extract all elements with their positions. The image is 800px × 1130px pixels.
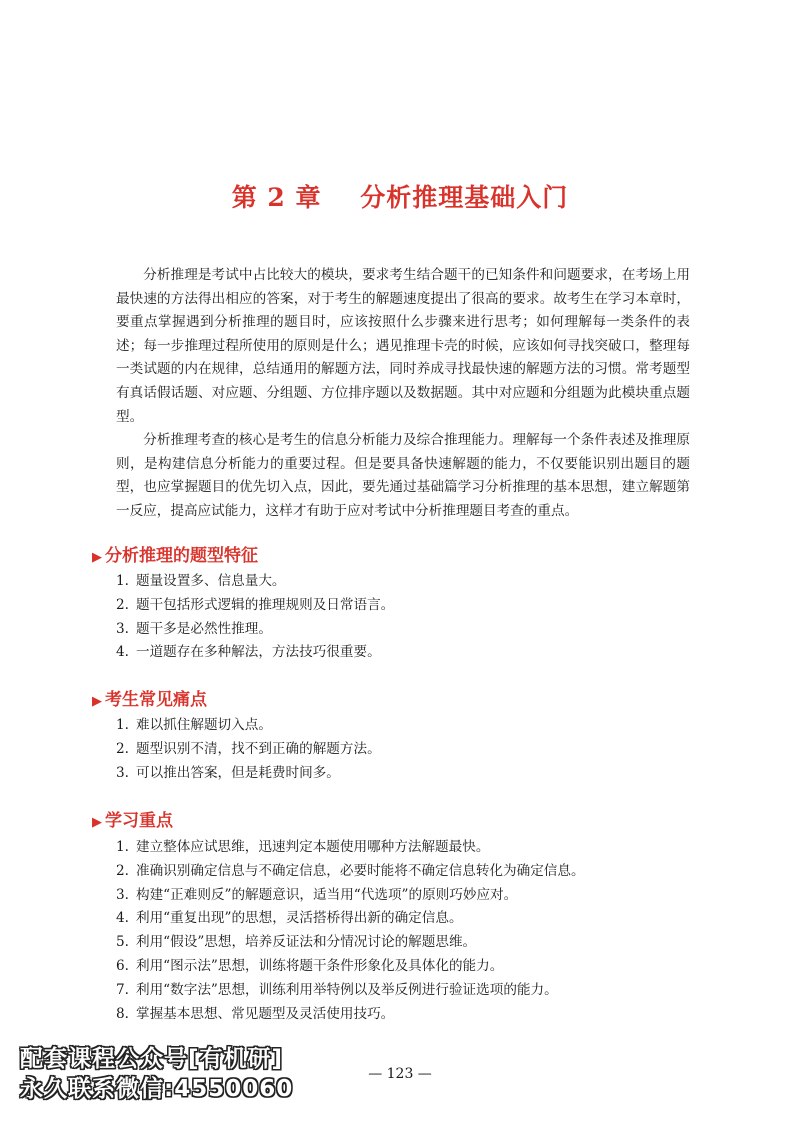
watermark-line: 配套课程公众号[有机研] (20, 1046, 284, 1072)
list-item: 2. 准确识别确定信息与不确定信息，必要时能将不确定信息转化为确定信息。 (116, 862, 585, 879)
study-focus-list (116, 836, 585, 1026)
list-item: 1. 建立整体应试思维，迅速判定本题使用哪种方法解题最快。 (116, 839, 490, 855)
section-heading-label: 考生常见痛点 (105, 690, 207, 710)
chapter-title: 第 2 章 分析推理基础入门 (231, 183, 569, 212)
list-item: 4. 一道题存在多种解法，方法技巧很重要。 (116, 644, 381, 661)
section-heading-pain-points (92, 685, 207, 710)
list-item: 2. 题干包括形式逻辑的推理规则及日常语言。 (116, 596, 395, 613)
question-features-list (116, 570, 394, 665)
section-heading-label: 分析推理的题型特征 (105, 546, 258, 566)
section-heading-label: 学习重点 (105, 811, 173, 831)
list-item: 8. 掌握基本思想、常见题型及灵活使用技巧。 (116, 1005, 395, 1022)
intro-paragraph: 分析推理考查的核心是考生的信息分析能力及综合推理能力。理解每一个条件表述及推理原则，是构建信息分析能力的重要过程。但是要具备快速解题的能力，不仅要能识别出题目的题型，也应掌握题目的优先切入点，因此，要先通过基础篇学习分析推理的基本思想，建立解题第一反应，提高应试能力，这样才有助于应对考试中分析推理题目考查的重点。 (116, 432, 690, 519)
list-item: 3. 可以推出答案，但是耗费时间多。 (116, 764, 340, 781)
watermark-line: 永久联系微信:4550060 (20, 1076, 294, 1102)
list-item: 3. 构建“正难则反”的解题意识，适当用“代选项”的原则巧妙应对。 (116, 886, 518, 903)
section-heading-question-features (92, 541, 258, 566)
list-item: 1. 难以抓住解题切入点。 (116, 717, 272, 733)
list-item: 3. 题干多是必然性推理。 (116, 620, 272, 637)
list-item: 5. 利用“假设”思想，培养反证法和分情况讨论的解题思维。 (116, 934, 477, 951)
pain-points-list (116, 714, 381, 785)
triangle-bullet-icon: ▶ (92, 694, 102, 709)
list-item: 6. 利用“图示法”思想，训练将题干条件形象化及具体化的能力。 (116, 957, 504, 974)
triangle-bullet-icon: ▶ (92, 815, 102, 830)
triangle-bullet-icon: ▶ (92, 550, 102, 565)
intro-text (116, 264, 690, 524)
list-item: 7. 利用“数字法”思想，训练利用举特例以及举反例进行验证选项的能力。 (116, 981, 558, 998)
intro-paragraph: 分析推理是考试中占比较大的模块，要求考生结合题干的已知条件和问题要求，在考场上用最快速的方法得出相应的答案，对于考生的解题速度提出了很高的要求。故考生在学习本章时，要重点掌握遇到分析推理的题目时，应该按照什么步骤来进行思考；如何理解每一类条件的表述；每一步推理过程所使用的原则是什么；遇见推理卡壳的时候，应该如何寻找突破口，整理每一类试题的内在规律，总结通用的解题方法，同时养成寻找最快速的解题方法的习惯。常考题型有真话假话题、对应题、分组题、方位排序题以及数据题。其中对应题和分组题为此模块重点题型。 (116, 267, 690, 425)
watermark (20, 1044, 293, 1104)
list-item: 1. 题量设置多、信息量大。 (116, 573, 286, 589)
section-heading-study-focus (92, 806, 173, 831)
list-item: 2. 题型识别不清，找不到正确的解题方法。 (116, 740, 381, 757)
list-item: 4. 利用“重复出现”的思想，灵活搭桥得出新的确定信息。 (116, 910, 463, 927)
page-number: — 123 — (368, 1066, 432, 1082)
